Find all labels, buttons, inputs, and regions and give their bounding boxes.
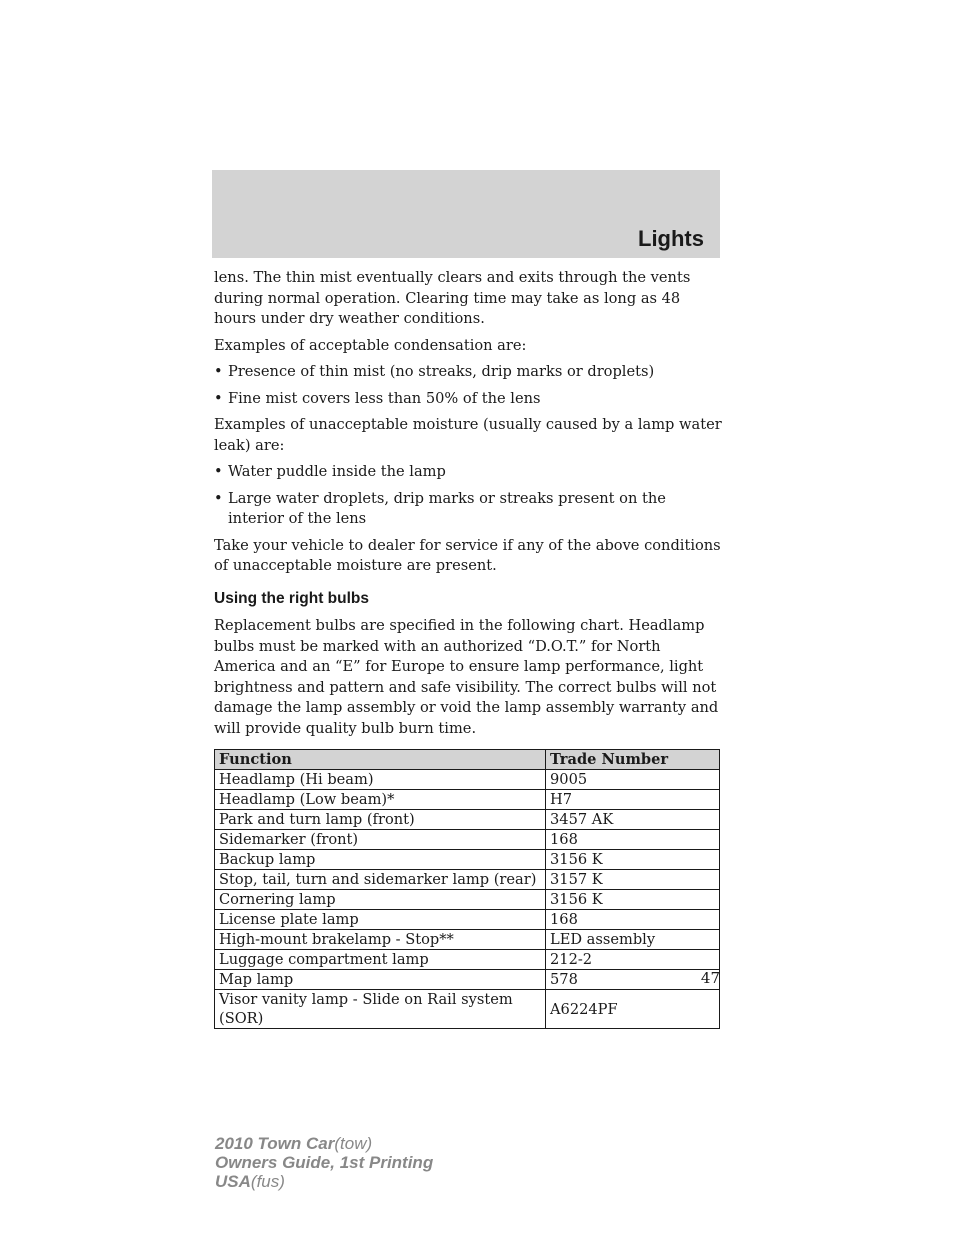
paragraph-unacceptable-intro: Examples of unacceptable moisture (usually caused by a lamp water leak) are: [214,416,722,454]
cell-function: Map lamp [215,970,546,990]
cell-trade-number: 3156 K [546,850,720,870]
table-row [215,790,720,810]
cell-trade-number: 3457 AK [546,810,720,830]
table-row [215,990,720,1029]
page-number: 47 [700,969,720,987]
cell-trade-number: H7 [546,790,720,810]
section-title: Lights [638,226,704,251]
cell-trade-number: 9005 [546,770,720,790]
cell-trade-number: 578 [546,970,720,990]
footer-market: USA [215,1172,251,1191]
section-heading: Using the right bulbs [214,589,369,607]
footer-model: 2010 Town Car [215,1134,335,1153]
table-row [215,950,720,970]
cell-trade-number: 3157 K [546,870,720,890]
footer-printing: Owners Guide, 1st Printing [215,1153,434,1172]
table-row [215,890,720,910]
list-item: • Large water droplets, drip marks or streaks present on the interior of the lens [214,489,666,527]
cell-function: High-mount brakelamp - Stop** [215,930,546,950]
cell-function: Backup lamp [215,850,546,870]
cell-function: Cornering lamp [215,890,546,910]
cell-function: Headlamp (Low beam)* [215,790,546,810]
table-row [215,970,720,990]
paragraph-bulbs: Replacement bulbs are specified in the following chart. Headlamp bulbs must be marked with an authorized “D.O.T.” for North America and an “E” for Europe to ensure lamp performance, light brightness and pattern and safe visibility. The correct bulbs will not damage the lamp assembly or void the lamp assembly warranty and will provide quality bulb burn time. [214,617,719,737]
cell-function: Luggage compartment lamp [215,950,546,970]
cell-trade-number: LED assembly [546,930,720,950]
cell-trade-number: A6224PF [546,990,720,1029]
paragraph-service: Take your vehicle to dealer for service if any of the above conditions of unacceptable moisture are present. [214,536,721,574]
cell-function: Headlamp (Hi beam) [215,770,546,790]
page-content [214,268,722,1029]
cell-trade-number: 168 [546,830,720,850]
table-row [215,830,720,850]
table-row [215,770,720,790]
column-header-trade-number: Trade Number [546,750,720,770]
table-header-row [215,750,720,770]
section-header [212,170,720,258]
footer-imprint [215,1134,433,1191]
cell-trade-number: 168 [546,910,720,930]
cell-trade-number: 212-2 [546,950,720,970]
footer-model-code: (tow) [334,1134,373,1153]
list-item: • Fine mist covers less than 50% of the lens [214,389,541,407]
footer-line-market [215,1172,433,1191]
cell-function: Visor vanity lamp - Slide on Rail system (SOR) [215,990,546,1029]
table-row [215,810,720,830]
table-row [215,850,720,870]
cell-function: Stop, tail, turn and sidemarker lamp (rear) [215,870,546,890]
cell-function: License plate lamp [215,910,546,930]
footer-market-code: (fus) [250,1172,285,1191]
list-item: • Presence of thin mist (no streaks, drip marks or droplets) [214,363,655,380]
list-item: • Water puddle inside the lamp [214,463,446,480]
table-row [215,870,720,890]
cell-function: Park and turn lamp (front) [215,810,546,830]
paragraph-acceptable-intro: Examples of acceptable condensation are: [214,336,527,354]
footer-line-model [215,1134,433,1153]
cell-trade-number: 3156 K [546,890,720,910]
paragraph-continuation: lens. The thin mist eventually clears and exits through the vents during normal operation. Clearing time may take as long as 48 hours under dry weather conditions. [214,269,691,327]
table-row [215,910,720,930]
cell-function: Sidemarker (front) [215,830,546,850]
bulb-table [214,749,720,1029]
column-header-function: Function [215,750,546,770]
table-row [215,930,720,950]
